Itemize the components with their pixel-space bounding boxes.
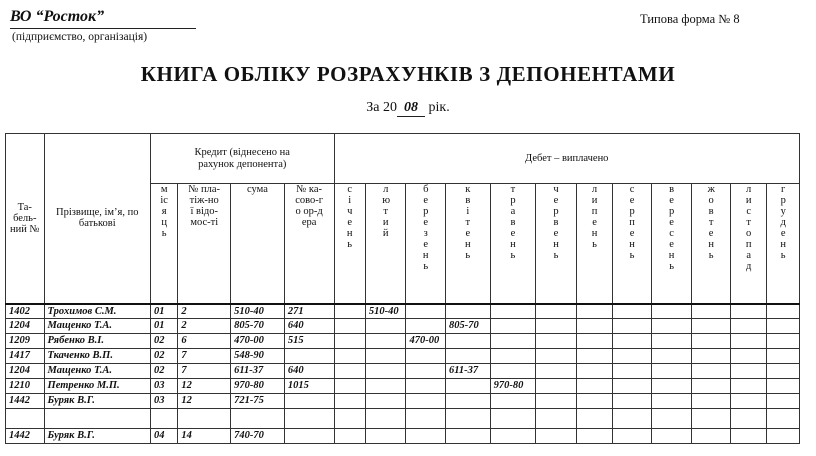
cell-payment-4 — [490, 304, 536, 319]
cell-month: 01 — [151, 304, 178, 319]
cell-payment-8 — [651, 304, 692, 319]
year-value: 08 — [397, 100, 425, 117]
table-row — [6, 429, 800, 444]
document-title: КНИГА ОБЛІКУ РОЗРАХУНКІВ З ДЕПОНЕНТАМИ — [140, 62, 676, 86]
cell-payment-10 — [730, 349, 767, 364]
cell-payment-0 — [334, 379, 365, 394]
cell-payslip: 14 — [178, 429, 231, 444]
cell-tab: 1204 — [6, 364, 45, 379]
cell-payment-6 — [576, 304, 613, 319]
empty-cell — [406, 409, 446, 429]
cell-payment-2 — [406, 429, 446, 444]
cell-payment-3 — [446, 304, 491, 319]
cell-payment-8 — [651, 379, 692, 394]
cell-payment-9 — [692, 319, 731, 334]
empty-cell — [767, 409, 800, 429]
cell-payment-6 — [576, 429, 613, 444]
cell-tab: 1442 — [6, 429, 45, 444]
cell-payment-6 — [576, 379, 613, 394]
header-debit-order: № ка-сово-го ор-дера — [284, 184, 334, 304]
cell-payment-3: 611-37 — [446, 364, 491, 379]
cell-payment-11 — [767, 364, 800, 379]
table-row — [6, 334, 800, 349]
cell-payment-6 — [576, 394, 613, 409]
cell-payment-9 — [692, 429, 731, 444]
cell-payment-1 — [365, 429, 406, 444]
cell-payment-1 — [365, 379, 406, 394]
header-credit-sum: сума — [231, 184, 285, 304]
empty-cell — [651, 409, 692, 429]
cell-payslip: 7 — [178, 349, 231, 364]
cell-payment-5 — [536, 379, 577, 394]
cell-order — [284, 394, 334, 409]
table-gap-row — [6, 409, 800, 429]
cell-payment-10 — [730, 319, 767, 334]
cell-payment-6 — [576, 319, 613, 334]
cell-payment-8 — [651, 319, 692, 334]
header-month-11: грудень — [767, 184, 800, 304]
cell-tab: 1417 — [6, 349, 45, 364]
cell-order: 640 — [284, 319, 334, 334]
cell-payment-11 — [767, 334, 800, 349]
cell-payment-2: 470-00 — [406, 334, 446, 349]
cell-payment-3 — [446, 394, 491, 409]
cell-payment-4 — [490, 349, 536, 364]
cell-payment-4 — [490, 429, 536, 444]
cell-sum: 805-70 — [231, 319, 285, 334]
empty-cell — [576, 409, 613, 429]
cell-payslip: 6 — [178, 334, 231, 349]
cell-payment-2 — [406, 364, 446, 379]
cell-payment-4 — [490, 394, 536, 409]
cell-payment-9 — [692, 334, 731, 349]
table-row — [6, 349, 800, 364]
cell-payment-9 — [692, 379, 731, 394]
cell-payment-4 — [490, 334, 536, 349]
cell-sum: 510-40 — [231, 304, 285, 319]
deposit-ledger-table — [5, 133, 800, 444]
cell-payment-9 — [692, 349, 731, 364]
cell-payment-7 — [613, 304, 652, 319]
cell-payment-1 — [365, 349, 406, 364]
organization-name: ВО “Росток” — [10, 8, 105, 25]
year-suffix: рік. — [425, 100, 450, 115]
cell-payment-2 — [406, 319, 446, 334]
header-tab-number: Та-бель-ний № — [6, 134, 45, 304]
cell-payment-0 — [334, 319, 365, 334]
header-month-5: червень — [536, 184, 577, 304]
cell-month: 03 — [151, 394, 178, 409]
empty-cell — [730, 409, 767, 429]
cell-payment-8 — [651, 364, 692, 379]
cell-payment-11 — [767, 349, 800, 364]
header-month-0: січень — [334, 184, 365, 304]
cell-payment-5 — [536, 394, 577, 409]
cell-payment-1 — [365, 364, 406, 379]
cell-payment-8 — [651, 334, 692, 349]
cell-payment-3 — [446, 334, 491, 349]
header-credit: Кредит (віднесено на рахунок депонента) — [151, 134, 335, 184]
cell-payment-7 — [613, 394, 652, 409]
cell-name: Трохимов С.М. — [44, 304, 150, 319]
empty-cell — [6, 409, 45, 429]
cell-tab: 1204 — [6, 319, 45, 334]
cell-payment-5 — [536, 304, 577, 319]
cell-order: 515 — [284, 334, 334, 349]
table-row — [6, 394, 800, 409]
cell-payment-2 — [406, 379, 446, 394]
cell-sum: 740-70 — [231, 429, 285, 444]
cell-payment-4 — [490, 364, 536, 379]
header-credit-payslip: № пла-тіж-ної відо-мос-ті — [178, 184, 231, 304]
cell-payment-8 — [651, 394, 692, 409]
cell-order: 271 — [284, 304, 334, 319]
cell-order — [284, 429, 334, 444]
cell-name: Рябенко В.І. — [44, 334, 150, 349]
header-month-10: листопад — [730, 184, 767, 304]
empty-cell — [178, 409, 231, 429]
header-month-9: жовтень — [692, 184, 731, 304]
table-row — [6, 304, 800, 319]
cell-payment-10 — [730, 429, 767, 444]
cell-payment-9 — [692, 304, 731, 319]
form-number: Типова форма № 8 — [640, 12, 740, 26]
header-month-6: липень — [576, 184, 613, 304]
cell-sum: 970-80 — [231, 379, 285, 394]
cell-payment-2 — [406, 304, 446, 319]
table-row — [6, 364, 800, 379]
cell-name: Петренко М.П. — [44, 379, 150, 394]
cell-payment-7 — [613, 319, 652, 334]
cell-payment-1 — [365, 394, 406, 409]
cell-payslip: 12 — [178, 394, 231, 409]
header-month-7: серпень — [613, 184, 652, 304]
cell-payslip: 12 — [178, 379, 231, 394]
cell-payment-3 — [446, 349, 491, 364]
cell-payment-8 — [651, 429, 692, 444]
cell-payment-3 — [446, 429, 491, 444]
cell-month: 04 — [151, 429, 178, 444]
empty-cell — [231, 409, 285, 429]
cell-tab: 1402 — [6, 304, 45, 319]
cell-tab: 1209 — [6, 334, 45, 349]
cell-name: Буряк В.Г. — [44, 394, 150, 409]
empty-cell — [44, 409, 150, 429]
cell-payment-8 — [651, 349, 692, 364]
cell-month: 02 — [151, 349, 178, 364]
year-line — [0, 100, 816, 117]
cell-payslip: 2 — [178, 319, 231, 334]
cell-payment-10 — [730, 379, 767, 394]
cell-payment-7 — [613, 334, 652, 349]
cell-payment-11 — [767, 429, 800, 444]
header-month-1: лютий — [365, 184, 406, 304]
cell-month: 03 — [151, 379, 178, 394]
empty-cell — [613, 409, 652, 429]
cell-sum: 721-75 — [231, 394, 285, 409]
cell-payment-4: 970-80 — [490, 379, 536, 394]
organization-underline — [10, 28, 196, 29]
empty-cell — [334, 409, 365, 429]
cell-payment-2 — [406, 349, 446, 364]
cell-payment-10 — [730, 334, 767, 349]
cell-payment-5 — [536, 429, 577, 444]
year-prefix: За 20 — [366, 100, 398, 115]
empty-cell — [365, 409, 406, 429]
header-full-name: Прізвище, ім’я, по батькові — [44, 134, 150, 304]
cell-payment-10 — [730, 304, 767, 319]
cell-payment-6 — [576, 349, 613, 364]
cell-payment-9 — [692, 394, 731, 409]
ledger-body — [6, 304, 800, 444]
cell-sum: 548-90 — [231, 349, 285, 364]
empty-cell — [490, 409, 536, 429]
cell-payment-0 — [334, 334, 365, 349]
header-month-3: квітень — [446, 184, 491, 304]
cell-sum: 611-37 — [231, 364, 285, 379]
cell-payment-1 — [365, 334, 406, 349]
header-month-2: березень — [406, 184, 446, 304]
cell-payment-2 — [406, 394, 446, 409]
table-row — [6, 319, 800, 334]
cell-payment-11 — [767, 304, 800, 319]
cell-payment-7 — [613, 364, 652, 379]
cell-payment-11 — [767, 394, 800, 409]
cell-month: 02 — [151, 334, 178, 349]
header-debit: Дебет – виплачено — [334, 134, 800, 184]
empty-cell — [536, 409, 577, 429]
cell-payment-11 — [767, 379, 800, 394]
cell-name: Мащенко Т.А. — [44, 319, 150, 334]
cell-payment-10 — [730, 364, 767, 379]
table-row — [6, 379, 800, 394]
cell-payment-0 — [334, 394, 365, 409]
empty-cell — [151, 409, 178, 429]
organization-caption: (підприємство, організація) — [12, 31, 148, 43]
cell-order — [284, 349, 334, 364]
cell-payment-1: 510-40 — [365, 304, 406, 319]
cell-month: 01 — [151, 319, 178, 334]
cell-payment-5 — [536, 349, 577, 364]
cell-payslip: 7 — [178, 364, 231, 379]
cell-payment-3: 805-70 — [446, 319, 491, 334]
cell-payment-0 — [334, 364, 365, 379]
cell-payment-0 — [334, 429, 365, 444]
cell-name: Мащенко Т.А. — [44, 364, 150, 379]
cell-payment-1 — [365, 319, 406, 334]
cell-payment-4 — [490, 319, 536, 334]
cell-order: 640 — [284, 364, 334, 379]
cell-name: Буряк В.Г. — [44, 429, 150, 444]
empty-cell — [446, 409, 491, 429]
cell-payment-5 — [536, 334, 577, 349]
empty-cell — [284, 409, 334, 429]
cell-tab: 1210 — [6, 379, 45, 394]
cell-payment-7 — [613, 429, 652, 444]
cell-payment-9 — [692, 364, 731, 379]
cell-payment-5 — [536, 319, 577, 334]
cell-name: Ткаченко В.П. — [44, 349, 150, 364]
cell-payment-6 — [576, 334, 613, 349]
cell-payment-5 — [536, 364, 577, 379]
cell-payment-6 — [576, 364, 613, 379]
cell-payment-10 — [730, 394, 767, 409]
cell-payment-0 — [334, 349, 365, 364]
header-month-4: травень — [490, 184, 536, 304]
cell-payslip: 2 — [178, 304, 231, 319]
cell-payment-0 — [334, 304, 365, 319]
header-month-8: вересень — [651, 184, 692, 304]
empty-cell — [692, 409, 731, 429]
cell-payment-3 — [446, 379, 491, 394]
cell-payment-7 — [613, 349, 652, 364]
header-credit-month: місяць — [151, 184, 178, 304]
cell-sum: 470-00 — [231, 334, 285, 349]
cell-month: 02 — [151, 364, 178, 379]
cell-order: 1015 — [284, 379, 334, 394]
cell-payment-7 — [613, 379, 652, 394]
cell-tab: 1442 — [6, 394, 45, 409]
cell-payment-11 — [767, 319, 800, 334]
